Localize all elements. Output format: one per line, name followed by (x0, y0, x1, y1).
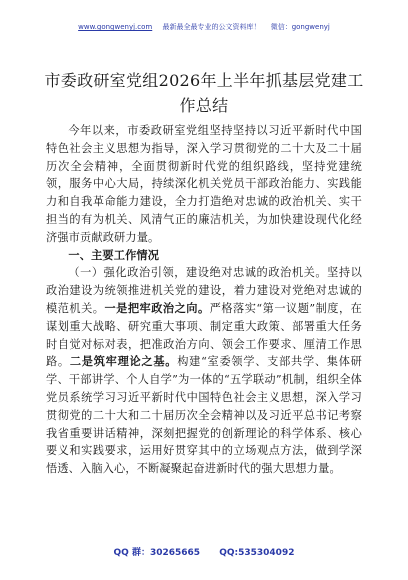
title-line-1: 市委政研室党组2026年上半年抓基层党建工 (44, 71, 364, 90)
site-footer (0, 545, 408, 558)
paragraph-1 (46, 264, 362, 478)
paragraph-1-lead: （一）强化政治引领，建设绝对忠诚的政治机关。坚持以政治建设为统领推进机关党的建设，着力建设对党绝对忠诚的模范机关。 (46, 266, 362, 315)
footer-qq: QQ:535304092 (219, 548, 295, 558)
site-url-link[interactable]: www.gongwenyj.com (78, 23, 153, 31)
document-body (46, 122, 362, 478)
intro-paragraph: 今年以来，市委政研室党组坚持坚持以习近平新时代中国特色社会主义思想为指导，深入学习贯彻党的二十大及二十届历次全会精神，全面贯彻新时代党的组织路线，坚持党建统领，服务中心大局，持续深化机关党员干部政治能力、实践能力和自我革命能力建设，全力打造绝对忠诚的政治机关、实干担当的有为机关、风清气正的廉洁机关，为加快建设现代化经济强市贡献政研力量。 (46, 124, 362, 244)
point-2-text: 构建“室委领学、支部共学、集体研学、干部讲学、个人自学”为一体的“五学联动”机制，组织全体党员系统学习习近平新时代中国特色社会主义思想，深入学习贯彻党的二十大和二十届历次全会精神以及习近平总书记考察我省重要讲话精神，深刻把握党的创新理论的科学体系、核心要义和实践要求，运用好贯穿其中的立场观点方法，做到学深悟透、入脑入心，不断凝聚起奋进新时代的强大思想力量。 (46, 355, 362, 476)
header-tagline: 最新最全最专业的公文资料库！ (162, 23, 261, 31)
title-line-2: 作总结 (179, 96, 229, 115)
point-1-text: 严格落实“第一议题”制度，在谋划重大战略、研究重大事项、制定重大政策、部署重大任务时自觉对标对表，把准政治方向、领会工作要求、厘清工作思路。 (46, 301, 362, 369)
footer-qq-group: QQ 群：30265665 (113, 548, 201, 558)
point-2-heading: 二是筑牢理论之基。 (69, 355, 178, 369)
document-title (40, 68, 368, 118)
section-heading-1: 一、主要工作情况 (68, 248, 160, 262)
header-wechat: 微信：gongwenyj (270, 23, 330, 31)
site-header (0, 22, 408, 32)
point-1-heading: 一是把牢政治之向。 (104, 301, 210, 315)
